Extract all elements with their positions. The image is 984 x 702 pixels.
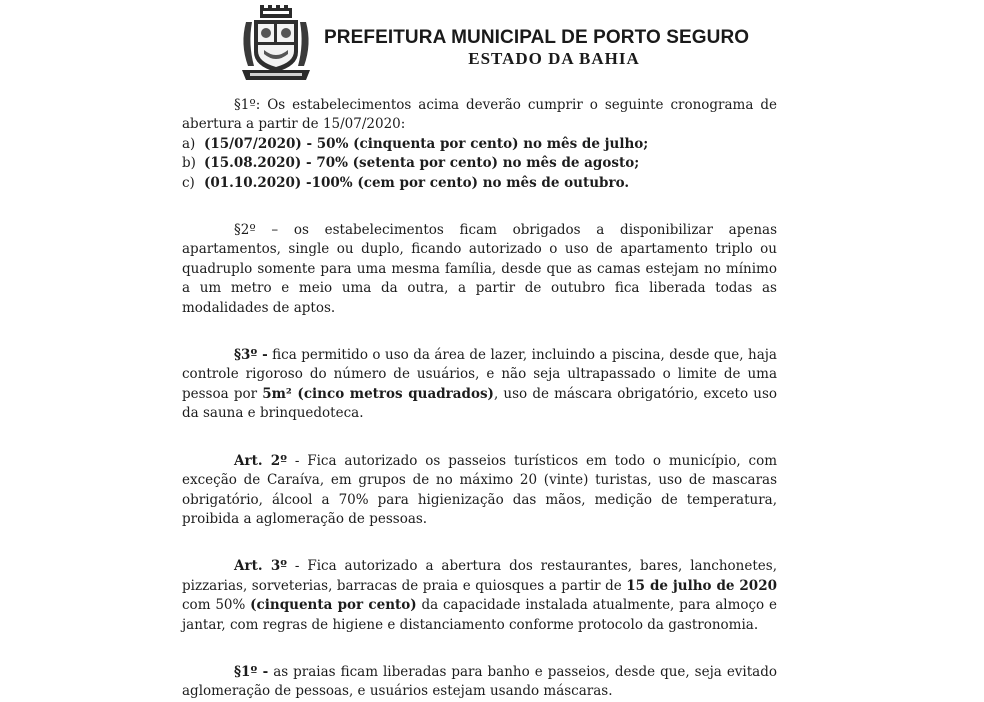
- list-text: (01.10.2020) -100% (cem por cento) no mês de outubro.: [204, 174, 630, 191]
- art3-bold-b: (cinquenta por cento): [250, 597, 417, 614]
- paragraph-s1: [182, 96, 777, 135]
- s1-text: : Os estabelecimentos acima deverão cumprir o seguinte cronograma de abertura a partir de 15/07/2020:: [182, 97, 777, 133]
- art3-text-c: da capacidade instalada atualmente, para almoço e jantar, com regras de higiene e distanciamento conforme protocolo da gastronomia.: [182, 597, 777, 633]
- schedule-list: [182, 135, 777, 193]
- list-marker: a): [182, 135, 196, 152]
- list-text: (15.08.2020) - 70% (setenta por cento) no mês de agosto;: [204, 155, 640, 172]
- paragraph-art3: [182, 557, 777, 635]
- s3-bold: 5m² (cinco metros quadrados): [262, 385, 494, 402]
- s2-label: §2º: [234, 222, 256, 239]
- art3-label: Art. 3º: [234, 558, 287, 575]
- art3-bold-a: 15 de julho de 2020: [626, 577, 777, 594]
- paragraph-art2: [182, 452, 777, 530]
- s1b-text: as praias ficam liberadas para banho e passeios, desde que, seja evitado aglomeração de pessoas, e usuários estejam usando máscaras.: [182, 663, 777, 700]
- coat-of-arms-icon: [236, 4, 316, 84]
- page-title: PREFEITURA MUNICIPAL DE PORTO SEGURO: [324, 27, 750, 48]
- art2-label: Art. 2º: [234, 452, 287, 469]
- list-item: [182, 154, 777, 173]
- document-body: [182, 96, 777, 702]
- list-item: [182, 174, 777, 193]
- art3-text-b: com 50%: [182, 597, 251, 614]
- paragraph-s1b: [182, 663, 777, 702]
- art2-text: - Fica autorizado os passeios turísticos em todo o município, com exceção de Caraíva, em grupos de no máximo 20 (vinte) turistas, uso de mascaras obrigatório, álcool a 70% para higienização das mãos, medição de temperatura, proibida a aglomeração de pessoas.: [182, 452, 777, 527]
- page-subtitle: ESTADO DA BAHIA: [468, 49, 640, 68]
- list-item: [182, 135, 777, 154]
- s1b-label: §1º -: [234, 663, 269, 680]
- s3-label: §3º -: [234, 347, 268, 364]
- paragraph-s3: [182, 346, 777, 424]
- s2-text: – os estabelecimentos ficam obrigados a disponibilizar apenas apartamentos, single ou duplo, ficando autorizado o uso de apartamento triplo ou quadruplo somente para uma mesma família, desde que as camas estejam no mínimo a um metro e meio uma da outra, a partir de outubro fica liberada todas as modalidades de aptos.: [182, 222, 777, 316]
- s3-text-b: , uso de máscara obrigatório, exceto uso da sauna e brinquedoteca.: [182, 385, 777, 422]
- s1-label: §1º: [234, 97, 256, 113]
- art3-text-a: - Fica autorizado a abertura dos restaurantes, bares, lanchonetes, pizzarias, sorveterias, barracas de praia e quiosques a partir de: [182, 558, 777, 594]
- paragraph-s2: [182, 221, 777, 318]
- list-text: (15/07/2020) - 50% (cinquenta por cento) no mês de julho;: [204, 135, 649, 152]
- list-marker: c): [182, 174, 195, 191]
- s3-text-a: fica permitido o uso da área de lazer, incluindo a piscina, desde que, haja controle rigoroso do número de usuários, e não seja ultrapassado o limite de uma pessoa por: [182, 347, 777, 402]
- list-marker: b): [182, 155, 196, 172]
